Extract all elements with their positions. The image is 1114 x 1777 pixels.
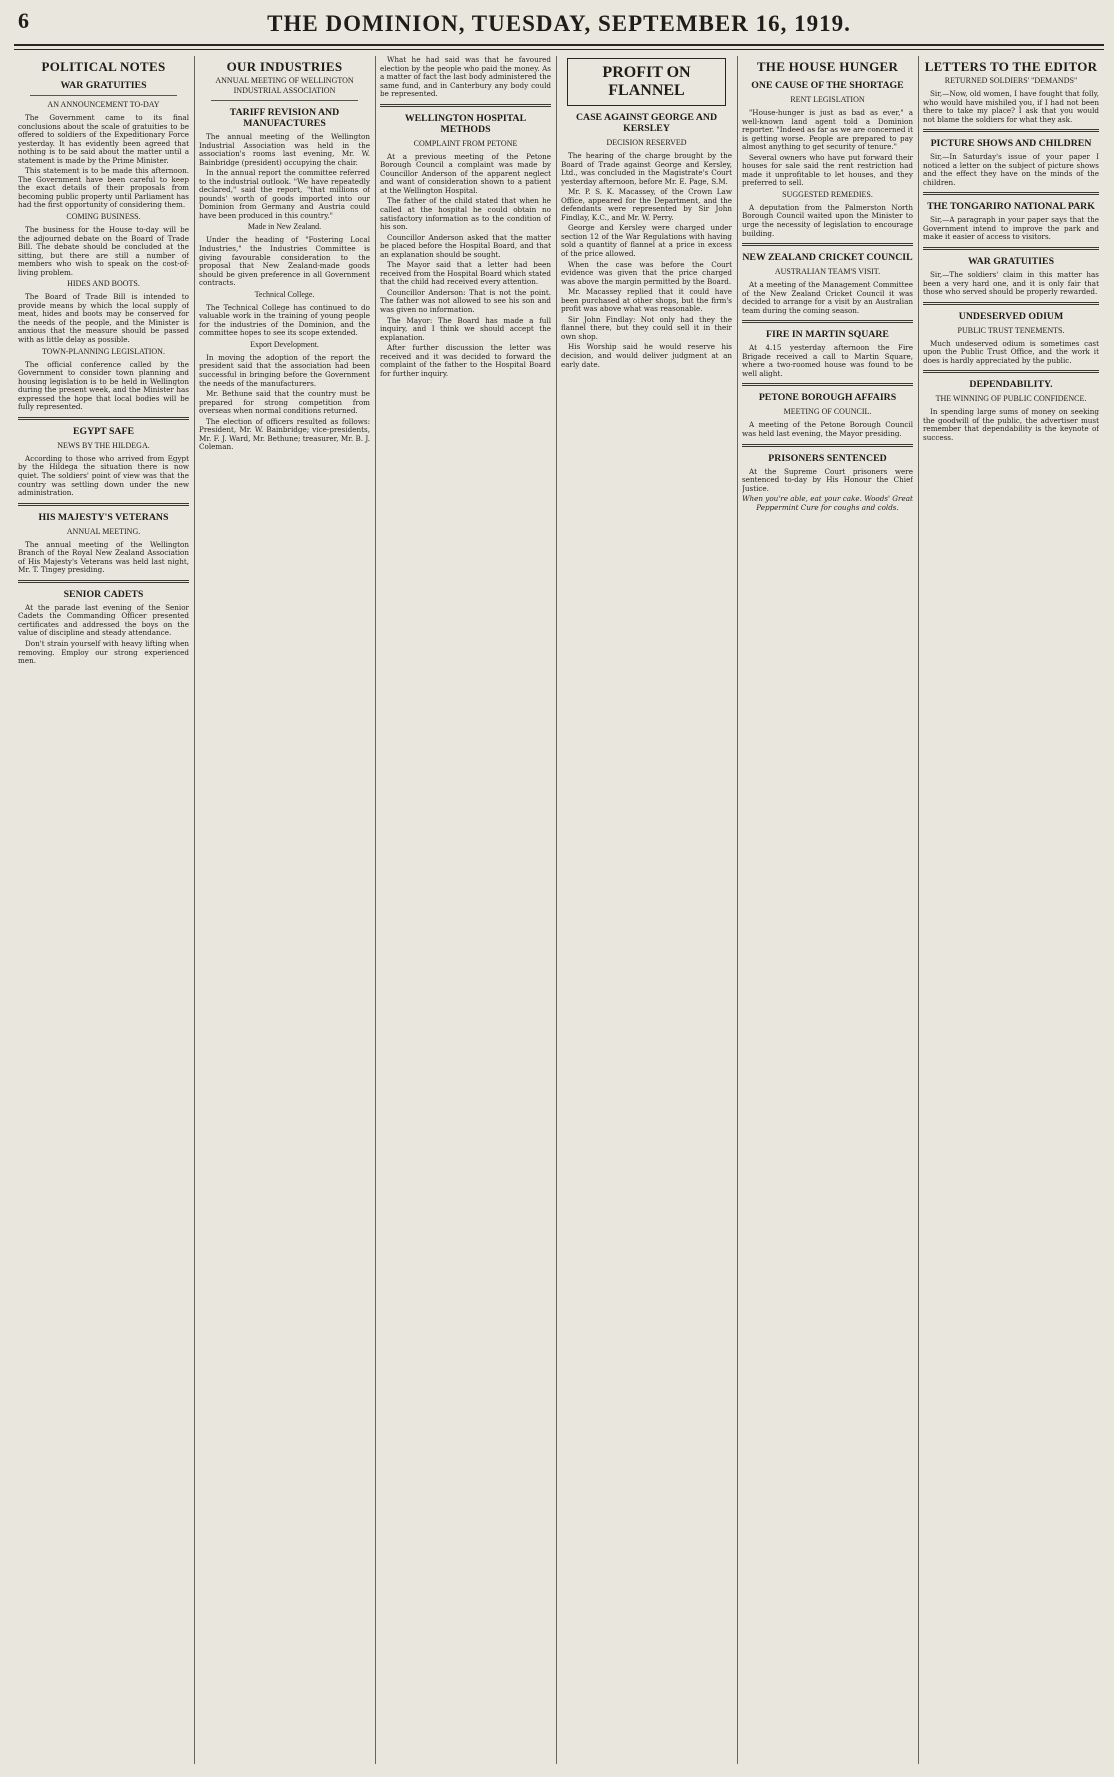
- article-heading: FIRE IN MARTIN SQUARE: [766, 329, 889, 341]
- article-text: At 4.15 yesterday afternoon the Fire Brigade received a call to Martin Square, where a two-roomed house was found to be well alight.: [742, 343, 913, 378]
- article-heading: EGYPT SAFE: [72, 425, 135, 437]
- subheading: RETURNED SOLDIERS' "DEMANDS": [944, 76, 1078, 85]
- subheading: ANNUAL MEETING OF WELLINGTON INDUSTRIAL ASSOCIATION: [215, 76, 354, 95]
- article-text: "House-hunger is just as bad as ever," a well-known land agent told a Dominion reporter. "Indeed as far as we are concerned it is getting worse. People are prepared to pay almost anything to get security of tenure.": [742, 108, 913, 152]
- divider: [18, 417, 189, 420]
- subheading: COMPLAINT FROM PETONE: [413, 138, 518, 148]
- divider: [923, 129, 1099, 132]
- column-house-hunger: [742, 56, 913, 1764]
- article-text: The Government came to its final conclusions about the scale of gratuities to be offered to soldiers of the Expeditionary Force yesterday. It has evidently been agreed that nothing is to be said about the matter until a statement is made by the Prime Minister.: [18, 113, 189, 165]
- article-text: According to those who arrived from Egypt by the Hildega the situation there is now quiet. The soldiers' point of view was that the country was settling down under the new administration.: [18, 453, 189, 498]
- subheading: Technical College.: [254, 289, 315, 299]
- divider: [211, 100, 358, 101]
- article-text: The father of the child stated that when he called at the hospital he could obtain no satisfactory information as to the condition of his son.: [380, 196, 551, 232]
- subheading: COMING BUSINESS.: [66, 212, 141, 222]
- article-heading: ONE CAUSE OF THE SHORTAGE: [751, 80, 904, 91]
- article-text: After further discussion the letter was received and it was decided to forward the complaint of the father to the Hospital Board for further inquiry.: [380, 343, 551, 378]
- subheading: Export Development.: [250, 339, 319, 349]
- article-heading: UNDESERVED ODIUM: [958, 310, 1064, 322]
- divider: [923, 247, 1099, 250]
- article-text: Several owners who have put forward their houses for sale said the rent restriction had made it unprofitable to let houses, and they preferred to sell.: [742, 152, 913, 188]
- article-heading: THE TONGARIRO NATIONAL PARK: [927, 201, 1095, 213]
- article-text: Councillor Anderson asked that the matter be placed before the Hospital Board, and that an explanation should be sought.: [380, 232, 551, 259]
- divider: [742, 243, 913, 246]
- subheading: PUBLIC TRUST TENEMENTS.: [957, 325, 1065, 335]
- article-text: In the annual report the committee referred to the industrial outlook. "We have repeatedly declared," said the report, "that millions of pounds' worth of goods imported into our Dominion from Germany and Austria could have been produced in this country.": [199, 168, 370, 220]
- column-rule: [918, 56, 919, 1764]
- letter-text: Sir,—The soldiers' claim in this matter has been a very hard one, and it is only fair that those who served should be properly rewarded.: [923, 270, 1099, 297]
- divider: [742, 383, 913, 386]
- divider: [923, 370, 1099, 373]
- article-heading: PRISONERS SENTENCED: [768, 452, 887, 464]
- subheading: ANNUAL MEETING.: [66, 526, 141, 536]
- article-text: At a meeting of the Management Committee of the New Zealand Cricket Council it was decided to arrange for a visit by an Australian team during the coming season.: [742, 280, 913, 315]
- column-hospital: [380, 56, 551, 1764]
- masthead-rule-top: [14, 44, 1104, 46]
- page-number: 6: [18, 8, 29, 33]
- article-text: The hearing of the charge brought by the Board of Trade against George and Kersley, Ltd., was concluded in the Magistrate's Court yesterday afternoon, before Mr. E. Page, S.M.: [561, 151, 732, 186]
- subheading: Made in New Zealand.: [247, 222, 322, 232]
- article-text: When the case was before the Court evidence was given that the price charged was above the margin permitted by the Board.: [561, 259, 732, 286]
- article-text: At the Supreme Court prisoners were sentenced to-day by His Honour the Chief Justice.: [742, 466, 913, 493]
- divider: [18, 503, 189, 506]
- article-heading: WAR GRATUITIES: [60, 80, 147, 91]
- article-text: Under the heading of "Fostering Local Industries," the Industries Committee is giving favourable consideration to the proposal that New Zealand-made goods should be given preference in all Government contracts.: [199, 235, 370, 288]
- section-heading: LETTERS TO THE EDITOR: [924, 59, 1098, 74]
- advertisement-text: When you're able, eat your cake. Woods' Great Peppermint Cure for coughs and colds.: [742, 494, 913, 512]
- article-text: Mr. P. S. K. Macassey, of the Crown Law Office, appeared for the Department, and the defendants were represented by Sir John Findlay, K.C., and Mr. W. Perry.: [561, 187, 732, 222]
- letter-text: Sir,—Now, old women, I have fought that folly, who would have mishiled you, if I had not been there to take my place? I ask that you would not blame the soldiers for what they ask.: [923, 89, 1099, 124]
- article-heading: DEPENDABILITY.: [969, 379, 1053, 391]
- article-text: Sir John Findlay: Not only had they the flannel there, but they could sell it in their own shop.: [561, 314, 732, 341]
- article-heading: SENIOR CADETS: [63, 588, 144, 600]
- subheading: MEETING OF COUNCIL.: [783, 407, 872, 417]
- article-heading: TARIFF REVISION AND MANUFACTURES: [229, 107, 340, 129]
- article-heading: NEW ZEALAND CRICKET COUNCIL: [742, 252, 913, 264]
- article-text: The Technical College has continued to do valuable work in the training of young people for the industries of the Dominion, and the committee hopes to see its scope extended.: [199, 302, 370, 338]
- article-text: A meeting of the Petone Borough Council was held last evening, the Mayor presiding.: [742, 420, 913, 439]
- article-text: In spending large sums of money on seeking the goodwill of the public, the advertiser must remember that dependability is the keynote of success.: [923, 407, 1099, 442]
- article-heading: WELLINGTON HOSPITAL METHODS: [404, 112, 527, 135]
- letter-text: Sir,—In Saturday's issue of your paper I noticed a letter on the subject of picture shows and the effect they have on the minds of the children.: [923, 152, 1099, 187]
- article-heading: CASE AGAINST GEORGE AND KERSLEY: [575, 112, 718, 134]
- divider: [742, 320, 913, 323]
- article-text: What he had said was that he favoured election by the people who paid the money. As a matter of fact the last body administered the same fund, and in Canterbury any body could be represented.: [380, 56, 551, 99]
- masthead-rule-bottom: [14, 49, 1104, 50]
- article-text: The business for the House to-day will be the adjourned debate on the Board of Trade Bill. The debate should be concluded at the sitting, but there are still a number of members who wish to speak on the cost-of-living problem.: [18, 225, 189, 277]
- article-text: The annual meeting of the Wellington Branch of the Royal New Zealand Association of His Majesty's Veterans was held last night, Mr. T. Tingey presiding.: [18, 539, 189, 575]
- article-text: A deputation from the Palmerston North Borough Council waited upon the Minister to urge the necessity of legislation to encourage building.: [742, 202, 913, 238]
- article-text: The Mayor: The Board has made a full inquiry, and I think we should accept the explanation.: [380, 315, 551, 342]
- article-text: At the parade last evening of the Senior Cadets the Commanding Officer presented certificates and addressed the boys on the value of discipline and steady attendance.: [18, 602, 189, 638]
- subheading: HIDES AND BOOTS.: [67, 279, 140, 289]
- subheading: SUGGESTED REMEDIES.: [782, 189, 873, 199]
- subheading: TOWN-PLANNING LEGISLATION.: [42, 346, 165, 356]
- article-text: In moving the adoption of the report the president said that the association had been successful in bringing before the Government the needs of the manufacturers.: [199, 352, 370, 388]
- subheading: THE WINNING OF PUBLIC CONFIDENCE.: [935, 394, 1087, 404]
- column-our-industries: [199, 56, 370, 1764]
- subheading: RENT LEGISLATION: [790, 95, 865, 104]
- article-heading: WAR GRATUITIES: [967, 256, 1055, 268]
- letter-text: Much undeserved odium is sometimes cast upon the Public Trust Office, and the work it does is hardly appreciated by the public.: [923, 338, 1099, 365]
- article-heading: PICTURE SHOWS AND CHILDREN: [930, 138, 1092, 150]
- article-heading: HIS MAJESTY'S VETERANS: [38, 511, 169, 523]
- article-text: George and Kersley were charged under section 12 of the War Regulations with having sold a quantity of flannel at a price in excess of the price allowed.: [561, 223, 732, 259]
- letter-text: Sir,—A paragraph in your paper says that the Government intend to improve the park and make it easier of access to visitors.: [923, 215, 1099, 242]
- column-rule: [375, 56, 376, 1764]
- divider: [923, 302, 1099, 305]
- divider: [30, 95, 177, 96]
- article-text: The Board of Trade Bill is intended to provide means by which the local supply of meat, hides and boots may be conserved for the needs of the people, and the Minister is anxious that the measure should be passed with as little delay as possible.: [18, 292, 189, 345]
- divider: [380, 104, 551, 107]
- article-heading: PETONE BOROUGH AFFAIRS: [758, 392, 897, 404]
- subheading: AUSTRALIAN TEAM'S VISIT.: [774, 267, 881, 277]
- subheading: DECISION RESERVED: [606, 138, 687, 147]
- article-text: The election of officers resulted as follows: President, Mr. W. Bainbridge; vice-presidents, Mr. F. J. Ward, Mr. Bethune; treasurer, Mr. B. J. Coleman.: [199, 416, 370, 452]
- article-text: Mr. Bethune said that the country must be prepared for strong competition from overseas when normal conditions returned.: [199, 389, 370, 416]
- masthead-title: THE DOMINION, TUESDAY, SEPTEMBER 16, 1919.: [267, 11, 851, 36]
- column-rule: [737, 56, 738, 1764]
- article-text: His Worship said he would reserve his decision, and would deliver judgment at an early date.: [561, 342, 732, 369]
- masthead: [14, 6, 1104, 42]
- boxed-headline: PROFIT ON FLANNEL: [567, 58, 726, 106]
- section-heading: OUR INDUSTRIES: [226, 59, 343, 74]
- divider: [18, 580, 189, 583]
- article-text: Councillor Anderson: That is not the point. The father was not allowed to see his son and was given no information.: [380, 287, 551, 315]
- section-heading: THE HOUSE HUNGER: [756, 59, 899, 74]
- article-text: The Mayor said that a letter had been received from the Hospital Board which stated that the child had received every attention.: [380, 260, 551, 287]
- column-political-notes: [18, 56, 189, 1764]
- divider: [923, 192, 1099, 195]
- article-text: At a previous meeting of the Petone Borough Council a complaint was made by Councillor Anderson of the apparent neglect and want of consideration shown to a patient at the Wellington Hospital.: [380, 151, 551, 195]
- column-rule: [194, 56, 195, 1764]
- article-text: This statement is to be made this afternoon. The Government have been careful to keep the exact details of their proposals from becoming public property until Parliament has had the first opportunity of considering them.: [18, 166, 189, 210]
- column-rule: [556, 56, 557, 1764]
- column-letters: [923, 56, 1099, 1764]
- article-text: Mr. Macassey replied that it could have been purchased at other shops, but the firm's profit was above what was reasonable.: [561, 287, 732, 314]
- advertisement-text: Don't strain yourself with heavy lifting when removing. Employ our strong experienced men.: [18, 638, 189, 666]
- section-heading: POLITICAL NOTES: [41, 59, 166, 74]
- subheading: NEWS BY THE HILDEGA.: [57, 440, 150, 450]
- article-text: The official conference called by the Government to consider town planning and housing legislation is to be held in Wellington during the present week, and the Minister has expressed the hope that local bodies will be fully represented.: [18, 359, 189, 412]
- column-profit-on-flannel: [561, 56, 732, 1764]
- subheading: AN ANNOUNCEMENT TO-DAY: [47, 100, 160, 109]
- article-text: The annual meeting of the Wellington Industrial Association was held in the association's rooms last evening, Mr. W. Bainbridge (president) occupying the chair.: [199, 132, 370, 167]
- divider: [742, 444, 913, 447]
